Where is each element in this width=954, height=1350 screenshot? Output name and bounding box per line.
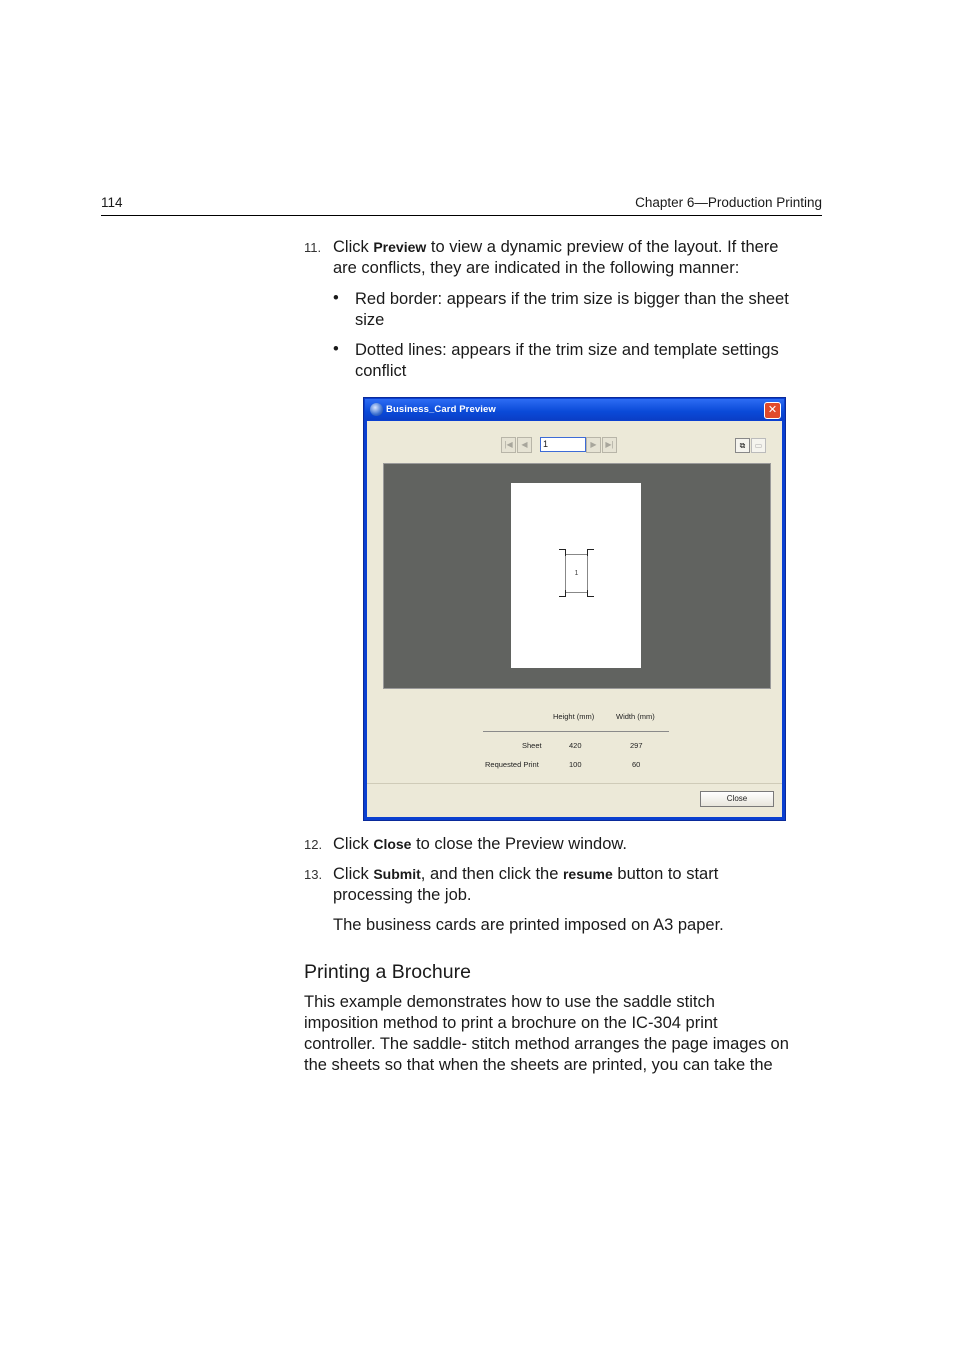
view-mode-icon[interactable]: ⧉ xyxy=(735,438,750,453)
column-header-width: Width (mm) xyxy=(616,712,655,721)
window-button-bar xyxy=(367,783,782,817)
sheet-width-value: 297 xyxy=(630,741,643,750)
header-rule xyxy=(101,215,822,216)
page-number-input[interactable]: 1 xyxy=(540,437,586,452)
crop-mark xyxy=(559,549,566,556)
window-titlebar xyxy=(365,399,784,420)
step-13-text: Click Submit, and then click the resume button to start processing the job. xyxy=(333,865,719,904)
row-label-requested-print: Requested Print xyxy=(485,760,539,769)
app-icon xyxy=(370,403,383,416)
close-button[interactable]: Close xyxy=(700,791,774,807)
row-label-sheet: Sheet xyxy=(522,741,542,750)
last-page-icon[interactable]: ▶| xyxy=(602,437,617,453)
step-number: 13. xyxy=(304,867,323,882)
crop-mark xyxy=(587,549,594,556)
business-card-preview: 1 xyxy=(565,554,588,593)
chapter-title: Chapter 6—Production Printing xyxy=(635,195,822,210)
preview-canvas xyxy=(383,463,771,689)
bullet-dotted-lines: Dotted lines: appears if the trim size and template settings conflict xyxy=(355,341,779,380)
page-number: 114 xyxy=(101,195,123,210)
sheet-preview xyxy=(511,483,641,668)
sheet-height-value: 420 xyxy=(569,741,582,750)
view-mode-alt-icon[interactable]: ▭ xyxy=(751,438,766,453)
print-height-value: 100 xyxy=(569,760,582,769)
next-page-icon[interactable]: ▶ xyxy=(586,437,601,453)
preview-command: Preview xyxy=(373,239,427,255)
bullet-red-border: Red border: appears if the trim size is bigger than the sheet size xyxy=(355,290,789,329)
previous-page-icon[interactable]: ◀ xyxy=(517,437,532,453)
window-close-icon[interactable]: ✕ xyxy=(764,402,781,419)
step-13-note: The business cards are printed imposed on A3 paper. xyxy=(333,916,724,934)
close-command: Close xyxy=(373,836,412,852)
step-11-text: Click Preview to view a dynamic preview of the layout. If there are conflicts, they are indicated in the following manner: xyxy=(333,238,779,277)
preview-window xyxy=(363,397,786,821)
print-width-value: 60 xyxy=(632,760,641,769)
section-title: Printing a Brochure xyxy=(304,961,471,983)
resume-command: resume xyxy=(562,866,613,882)
submit-command: Submit xyxy=(373,866,421,882)
bullet-marker: • xyxy=(333,289,339,307)
crop-mark xyxy=(559,590,566,597)
column-header-height: Height (mm) xyxy=(553,712,595,721)
section-body: This example demonstrates how to use the saddle stitch imposition method to print a brochure on the IC-304 print controller. The saddle- stitch method arranges the page images on the sheets so that when the sheets are printed, you can take the xyxy=(304,993,789,1074)
crop-mark xyxy=(587,590,594,597)
step-number: 11. xyxy=(304,240,322,255)
window-client xyxy=(367,421,782,817)
first-page-icon[interactable]: |◀ xyxy=(501,437,516,453)
step-number: 12. xyxy=(304,837,323,852)
table-divider xyxy=(483,731,669,732)
step-12-text: Click Close to close the Preview window. xyxy=(333,835,628,853)
window-title: Business_Card Preview xyxy=(386,404,496,415)
bullet-marker: • xyxy=(333,340,339,358)
